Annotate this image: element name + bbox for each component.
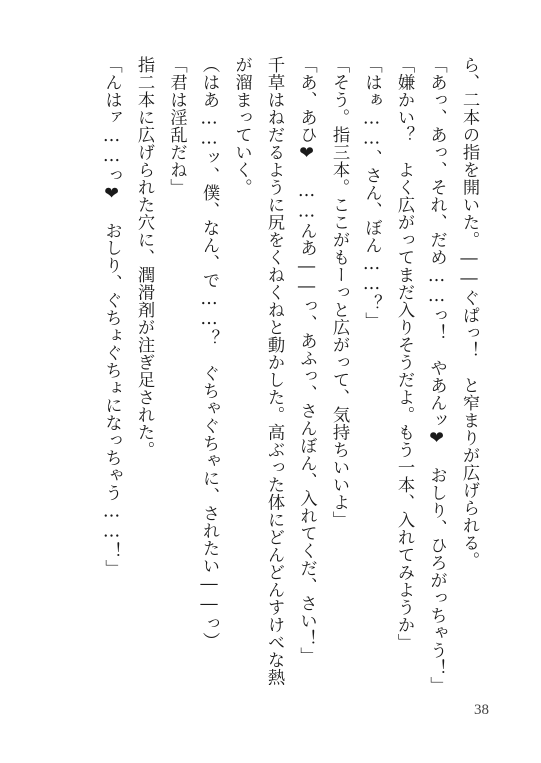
text-line: 千草はねだるように尻をくねくねと動かした。高ぶった体にどんどんすけべな熱 bbox=[264, 56, 284, 686]
text-line: 「んはァ……っ❤ おしり、ぐちょぐちょになっちゃう……！」 bbox=[101, 56, 122, 577]
text-line: 「嫌かい？ よく広がってまだ入りそうだよ。もう一本、入れてみようか」 bbox=[394, 56, 414, 651]
text-line: 「君は淫乱だね」 bbox=[166, 56, 187, 196]
text-line: 指二本に広げられた穴に、潤滑剤が注ぎ足された。 bbox=[134, 56, 154, 459]
text-line: 「そう。指三本。ここがもーっと広がって、気持ちいいよ」 bbox=[329, 56, 349, 529]
text-line: 「あっ、あっ、それ、だめ……っ！ やあんッ❤ おしり、ひろがっちゃう！」 bbox=[426, 56, 447, 694]
text-line: （はあ……ッ、僕、なん、で……？ ぐちゃぐちゃに、されたい――っ） bbox=[199, 56, 219, 650]
text-line: 「はぁ……、さん、ぼん……？」 bbox=[361, 56, 382, 330]
text-line: が溜まっていく。 bbox=[231, 56, 252, 196]
page-number: 38 bbox=[474, 702, 489, 718]
text-line: ら、二本の指を開いた。――ぐぱっ！ と窄まりが広げられる。 bbox=[459, 56, 479, 569]
vertical-text-body bbox=[101, 56, 480, 694]
text-line: 「あ、あひ❤ ……んあ――っ、あふっ、さんぼん、入れてくだ、さい！」 bbox=[296, 56, 317, 665]
